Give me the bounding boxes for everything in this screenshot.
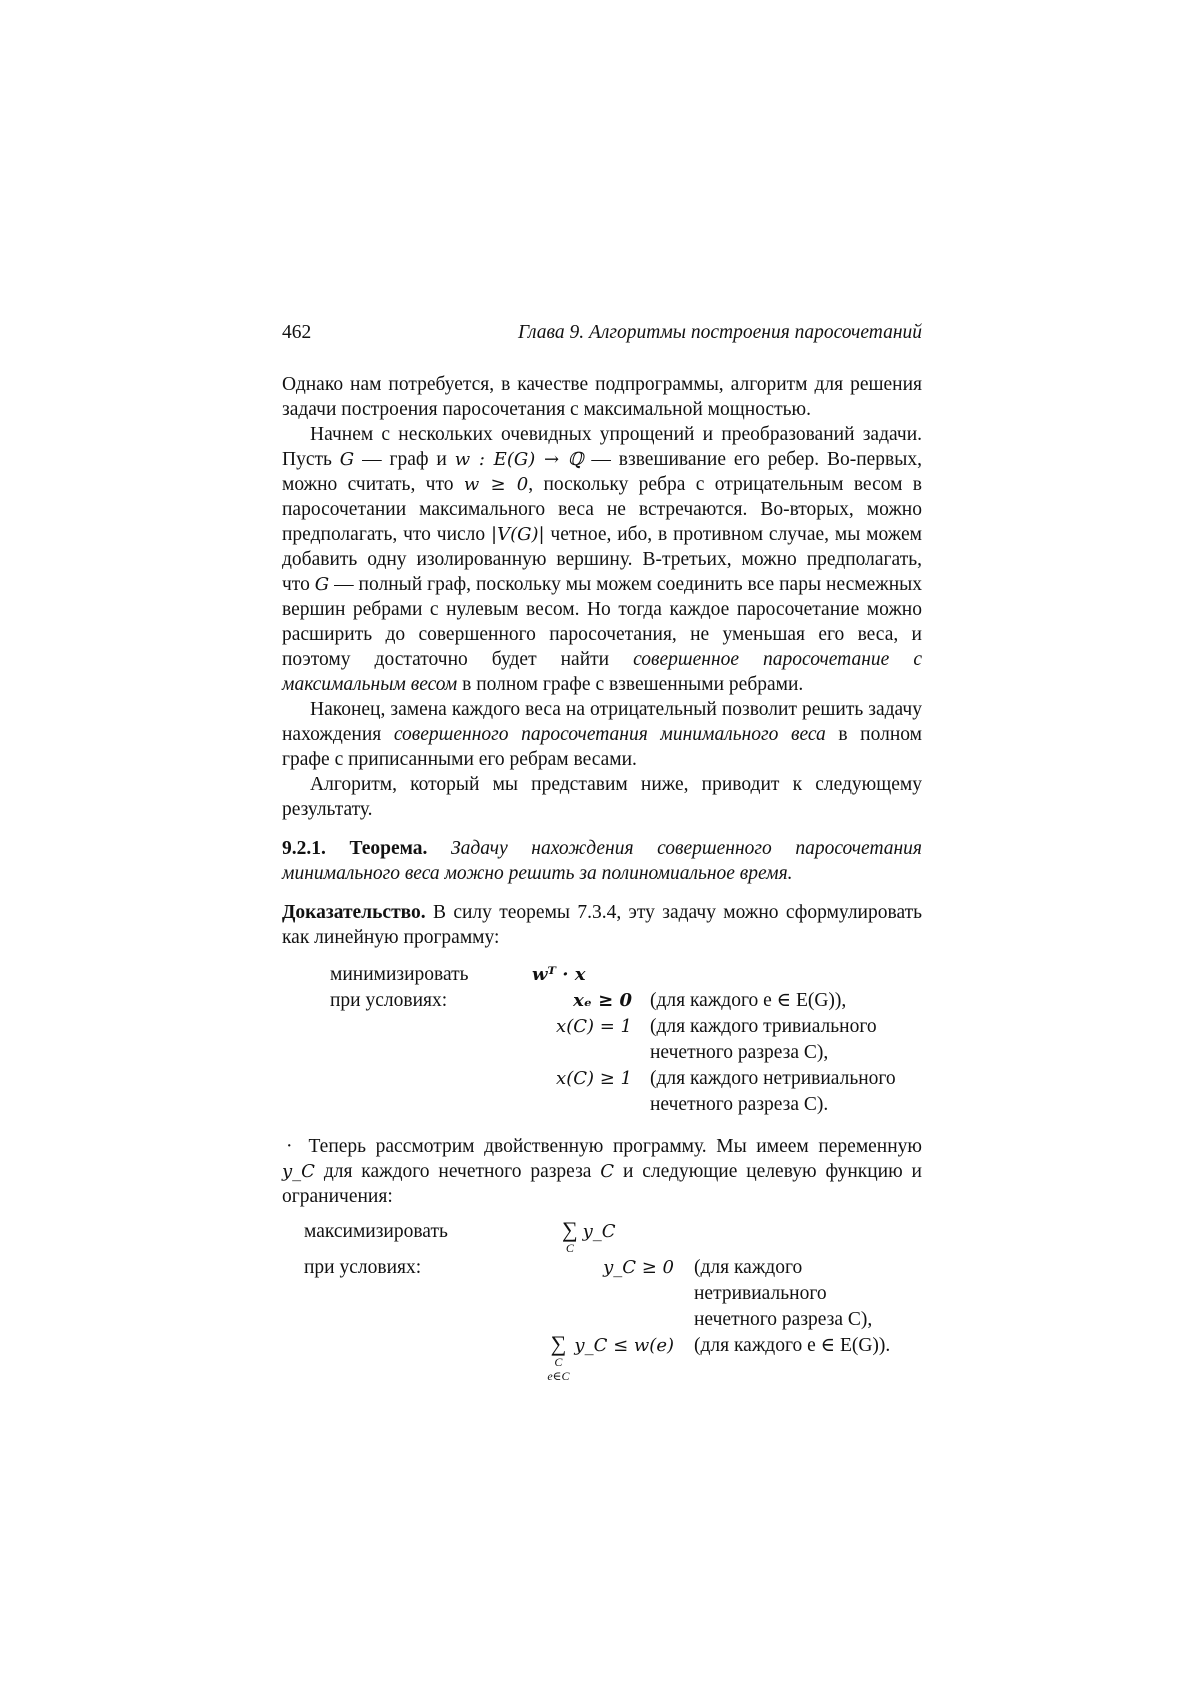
objective-label: максимизировать bbox=[304, 1221, 448, 1242]
paragraph-2 bbox=[282, 422, 922, 697]
text: Начнем с нескольких очевидных упрощений и преобразований задачи. Пусть bbox=[282, 424, 922, 470]
emphasis: совершенное паросочетание с максимальным весом bbox=[282, 649, 922, 695]
proof-label: Доказательство. bbox=[282, 902, 426, 923]
paragraph-1: Однако нам потребуется, в качестве подпрограммы, алгоритм для решения задачи построения паросочетания с максимальной мощностью. bbox=[282, 374, 922, 420]
running-header bbox=[282, 320, 922, 350]
math: w ≥ 0 bbox=[463, 474, 529, 495]
constraint-condition-continued: нечетного разреза C). bbox=[650, 1094, 829, 1115]
constraint-expression: y_C ≤ w(e) bbox=[574, 1335, 674, 1356]
paragraph-4: Алгоритм, который мы представим ниже, приводит к следующему результату. bbox=[282, 774, 922, 820]
objective-label: минимизировать bbox=[330, 964, 469, 985]
bullet-mark: · bbox=[286, 1136, 293, 1157]
constraint-expression: x(C) ≥ 1 bbox=[556, 1068, 632, 1089]
emphasis: совершенного паросочетания минимального веса bbox=[393, 724, 826, 745]
text: для каждого нечетного разреза bbox=[314, 1161, 601, 1182]
objective-term: y_C bbox=[582, 1221, 616, 1242]
constraint-condition-continued: нечетного разреза C), bbox=[694, 1309, 873, 1330]
objective-expression: wᵀ · x bbox=[532, 964, 586, 985]
math: C bbox=[600, 1161, 615, 1182]
page bbox=[282, 320, 922, 1383]
text: — граф и bbox=[354, 449, 455, 470]
text: — полный граф, поскольку мы можем соединить все пары несмежных вершин ребрами с нулевым весом. Но тогда каждое паросочетание можно расширить до совершенного паросочетания, не уменьшая его веса, и поэтому достаточно будет найти bbox=[282, 574, 922, 670]
constraint-condition: (для каждого нетривиального bbox=[694, 1257, 827, 1304]
sum-symbol: ∑ C e∈C bbox=[547, 1331, 570, 1383]
theorem bbox=[282, 836, 922, 886]
constraint-condition: (для каждого нетривиального bbox=[650, 1068, 896, 1089]
paragraph-5 bbox=[282, 1134, 922, 1209]
constraints-label: при условиях: bbox=[304, 1257, 422, 1278]
proof bbox=[282, 900, 922, 950]
text: — взвешивание его ребер. Во-первых, можно считать, что bbox=[282, 449, 922, 495]
text: Теперь рассмотрим двойственную программу. Мы имеем переменную bbox=[308, 1136, 922, 1157]
text: и следующие целевую функцию и ограничения: bbox=[282, 1161, 922, 1207]
text: в полном графе с взвешенными ребрами. bbox=[457, 674, 804, 695]
theorem-label: 9.2.1. Теорема. bbox=[282, 838, 428, 859]
math: |V(G)| bbox=[491, 524, 545, 545]
paragraph-3 bbox=[282, 697, 922, 772]
constraint-expression: x(C) = 1 bbox=[556, 1016, 632, 1037]
math: G bbox=[339, 449, 355, 470]
sum-symbol: ∑ C bbox=[562, 1217, 578, 1255]
constraint-condition-continued: нечетного разреза C), bbox=[650, 1042, 829, 1063]
text: Наконец, замена каждого веса на отрицательный позволит решить задачу нахождения bbox=[282, 699, 922, 745]
math: y_C bbox=[282, 1161, 315, 1182]
constraint-expression: xₑ ≥ 0 bbox=[573, 990, 632, 1011]
text: четное, ибо, в противном случае, мы можем добавить одну изолированную вершину. В-третьих, можно предполагать, что bbox=[282, 524, 922, 595]
page-number: 462 bbox=[282, 322, 312, 343]
math: G bbox=[314, 574, 330, 595]
constraint-condition: (для каждого e ∈ E(G)), bbox=[650, 990, 847, 1011]
constraints-label: при условиях: bbox=[330, 990, 448, 1011]
text: в полном графе с приписанными его ребрам весами. bbox=[282, 724, 922, 770]
math: w : E(G) → ℚ bbox=[454, 449, 584, 470]
constraint-condition: (для каждого тривиального bbox=[650, 1016, 877, 1037]
text: , поскольку ребра с отрицательным весом в паросочетании максимального веса не встречаются. Во-вторых, можно предполагать, что число bbox=[282, 474, 923, 545]
primal-program bbox=[330, 962, 896, 1118]
proof-text: В силу теоремы 7.3.4, эту задачу можно сформулировать как линейную программу: bbox=[282, 902, 923, 948]
constraint-condition: (для каждого e ∈ E(G)). bbox=[694, 1335, 891, 1356]
chapter-title: Глава 9. Алгоритмы построения паросочетаний bbox=[518, 322, 922, 343]
dual-program bbox=[304, 1219, 922, 1383]
theorem-text: Задачу нахождения совершенного паросочетания минимального веса можно решить за полиномиальное время. bbox=[282, 838, 922, 884]
constraint-expression: y_C ≥ 0 bbox=[603, 1257, 674, 1278]
